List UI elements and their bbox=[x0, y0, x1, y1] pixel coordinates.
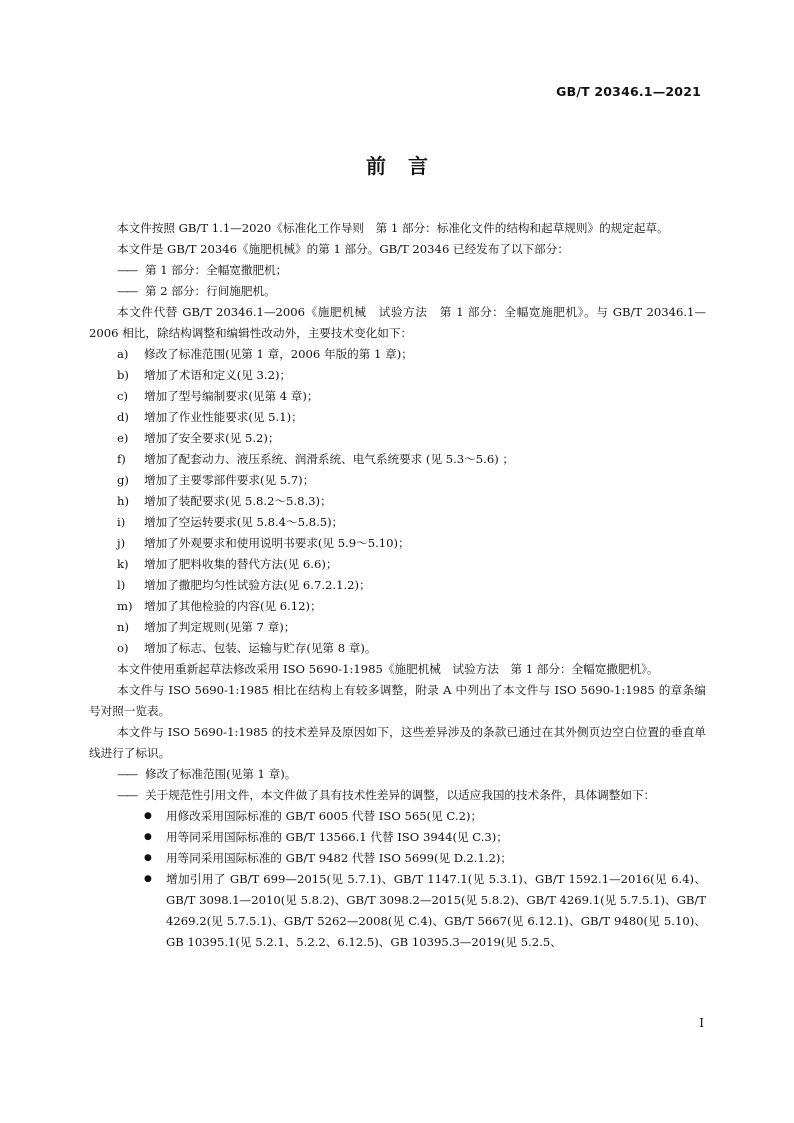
list-item-text: 修改了标准范围(见第 1 章，2006 年版的第 1 章)； bbox=[144, 347, 413, 361]
list-item bbox=[117, 512, 706, 533]
dash-item bbox=[117, 764, 706, 785]
list-item-text: 增加了判定规则(见第 7 章)； bbox=[144, 620, 296, 634]
bullet-item bbox=[144, 848, 706, 869]
paragraph: 本文件与 ISO 5690-1:1985 相比在结构上有较多调整，附录 A 中列出了本文件与 ISO 5690-1:1985 的章条编号对照一览表。 bbox=[89, 683, 706, 718]
list-item bbox=[117, 344, 706, 365]
dash-item bbox=[117, 260, 706, 281]
list-item bbox=[117, 365, 706, 386]
paragraph: 本文件按照 GB/T 1.1—2020《标准化工作导则 第 1 部分：标准化文件的结构和起草规则》的规定起草。 bbox=[117, 221, 669, 235]
paragraph: 本文件代替 GB/T 20346.1—2006《施肥机械 试验方法 第 1 部分：全幅宽施肥机》。与 GB/T 20346.1—2006 相比，除结构调整和编辑性改动外，主要技术变化如下： bbox=[89, 305, 706, 340]
paragraph: 本文件使用重新起草法修改采用 ISO 5690-1:1985《施肥机械 试验方法 第 1 部分：全幅宽撒肥机》。 bbox=[117, 662, 659, 676]
changes-list bbox=[89, 344, 706, 659]
dash-text: 第 2 部分：行间施肥机。 bbox=[145, 284, 276, 298]
dash-mark: —— bbox=[117, 767, 137, 781]
list-item-text: 增加了外观要求和使用说明书要求(见 5.9～5.10)； bbox=[144, 536, 410, 550]
list-item-label: e) bbox=[117, 431, 129, 445]
list-item bbox=[117, 533, 706, 554]
list-item-text: 增加了主要零部件要求(见 5.7)； bbox=[144, 473, 315, 487]
bullet-text: 增加引用了 GB/T 699—2015(见 5.7.1)、GB/T 1147.1(见 5.3.1)、GB/T 1592.1—2016(见 6.4)、GB/T 3098.1—2010(见 5.8.2)、GB/T 3098.2—2015(见 5.8.2)、GB/T 4269.1(见 5.7.5.1)、GB/T 4269.2(见 5.7.5.1)、GB/T 5262—2008(见 C.4)、GB/T 5667(见 6.12.1)、GB/T 9480(见 5.10)、GB 10395.1(见 5.2.1、5.2.2、6.12.5)、GB 10395.3—2019(见 5.2.5、 bbox=[166, 872, 706, 949]
bullet-text: 用等同采用国际标准的 GB/T 9482 代替 ISO 5699(见 D.2.1.2)； bbox=[166, 851, 512, 865]
bullet-icon: ● bbox=[144, 832, 152, 842]
dash-text: 关于规范性引用文件，本文件做了具有技术性差异的调整，以适应我国的技术条件，具体调整如下： bbox=[145, 788, 656, 802]
list-item-label: i) bbox=[117, 515, 126, 529]
list-item-text: 增加了其他检验的内容(见 6.12)； bbox=[144, 599, 322, 613]
list-item bbox=[117, 386, 706, 407]
list-item-text: 增加了空运转要求(见 5.8.4～5.8.5)； bbox=[144, 515, 344, 529]
bullet-text: 用等同采用国际标准的 GB/T 13566.1 代替 ISO 3944(见 C.3)； bbox=[166, 830, 508, 844]
list-item bbox=[117, 575, 706, 596]
list-item-text: 增加了术语和定义(见 3.2)； bbox=[144, 368, 292, 382]
bullet-icon: ● bbox=[144, 874, 152, 884]
dash-item bbox=[117, 281, 706, 302]
list-item-label: j) bbox=[117, 536, 126, 550]
list-item-label: f) bbox=[117, 452, 126, 466]
list-item-label: a) bbox=[117, 347, 129, 361]
list-item bbox=[117, 638, 706, 659]
list-item-text: 增加了撒肥均匀性试验方法(见 6.7.2.1.2)； bbox=[144, 578, 371, 592]
list-item-label: m) bbox=[117, 599, 133, 613]
list-item-text: 增加了肥料收集的替代方法(见 6.6)； bbox=[144, 557, 338, 571]
list-item bbox=[117, 554, 706, 575]
paragraph: 本文件是 GB/T 20346《施肥机械》的第 1 部分。GB/T 20346 已经发布了以下部分： bbox=[117, 242, 569, 256]
page-title: 前言 bbox=[366, 154, 450, 178]
list-item-text: 增加了标志、包装、运输与贮存(见第 8 章)。 bbox=[144, 641, 377, 655]
list-item-text: 增加了配套动力、液压系统、润滑系统、电气系统要求 (见 5.3～5.6) ； bbox=[144, 452, 515, 466]
list-item-label: o) bbox=[117, 641, 129, 655]
list-item-label: h) bbox=[117, 494, 129, 508]
list-item bbox=[117, 617, 706, 638]
list-item-text: 增加了型号编制要求(见第 4 章)； bbox=[144, 389, 319, 403]
list-item-text: 增加了作业性能要求(见 5.1)； bbox=[144, 410, 303, 424]
list-item-text: 增加了安全要求(见 5.2)； bbox=[144, 431, 280, 445]
bullet-item bbox=[144, 806, 706, 827]
list-item-label: c) bbox=[117, 389, 129, 403]
list-item bbox=[117, 491, 706, 512]
list-item-label: k) bbox=[117, 557, 129, 571]
bullet-item bbox=[144, 827, 706, 848]
bullet-item bbox=[144, 869, 706, 953]
dash-text: 第 1 部分：全幅宽撒肥机； bbox=[145, 263, 288, 277]
dash-mark: —— bbox=[117, 263, 137, 277]
reference-list bbox=[144, 806, 706, 953]
bullet-icon: ● bbox=[144, 811, 152, 821]
paragraph: 本文件与 ISO 5690-1:1985 的技术差异及原因如下，这些差异涉及的条款已通过在其外侧页边空白位置的垂直单线进行了标识。 bbox=[89, 725, 706, 760]
list-item-label: b) bbox=[117, 368, 129, 382]
bullet-text: 用修改采用国际标准的 GB/T 6005 代替 ISO 565(见 C.2)； bbox=[166, 809, 483, 823]
dash-item bbox=[117, 785, 706, 806]
list-item-text: 增加了装配要求(见 5.8.2～5.8.3)； bbox=[144, 494, 332, 508]
standard-number: GB/T 20346.1—2021 bbox=[556, 84, 701, 99]
bullet-icon: ● bbox=[144, 853, 152, 863]
list-item-label: g) bbox=[117, 473, 129, 487]
list-item bbox=[117, 470, 706, 491]
list-item bbox=[117, 449, 706, 470]
list-item bbox=[117, 596, 706, 617]
list-item bbox=[117, 407, 706, 428]
dash-mark: —— bbox=[117, 284, 137, 298]
document-body bbox=[89, 218, 706, 953]
dash-mark: —— bbox=[117, 788, 137, 802]
list-item-label: d) bbox=[117, 410, 129, 424]
dash-text: 修改了标准范围(见第 1 章)。 bbox=[145, 767, 297, 781]
list-item-label: n) bbox=[117, 620, 129, 634]
list-item-label: l) bbox=[117, 578, 126, 592]
list-item bbox=[117, 428, 706, 449]
page-number: I bbox=[699, 1016, 704, 1030]
